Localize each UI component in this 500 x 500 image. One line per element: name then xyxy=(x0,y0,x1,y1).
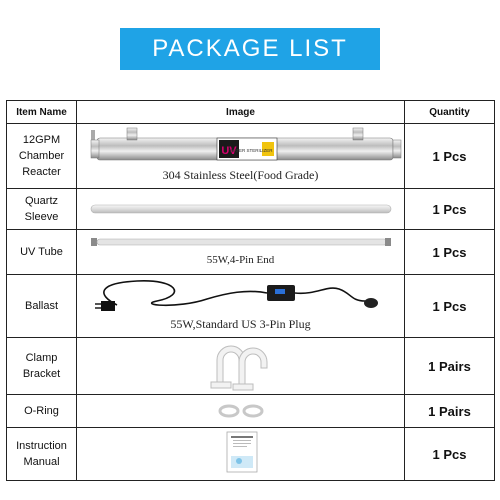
item-image-cell xyxy=(77,428,405,481)
table-header-row xyxy=(7,101,495,124)
quantity-cell: 1 Pairs xyxy=(405,338,495,395)
quantity-cell: 1 Pcs xyxy=(405,230,495,275)
quantity-cell: 1 Pcs xyxy=(405,124,495,189)
table-row xyxy=(7,124,495,189)
quantity-cell: 1 Pcs xyxy=(405,189,495,230)
image-caption: 55W,Standard US 3-Pin Plug xyxy=(170,317,311,331)
item-name-cell: Instruction Manual xyxy=(7,428,77,481)
table-row xyxy=(7,338,495,395)
item-image-cell xyxy=(77,124,405,189)
item-image-cell xyxy=(77,338,405,395)
item-name-cell: O-Ring xyxy=(7,395,77,428)
table-row xyxy=(7,428,495,481)
table-row xyxy=(7,230,495,275)
header-image: Image xyxy=(77,101,405,124)
item-name-cell: UV Tube xyxy=(7,230,77,275)
image-caption: 304 Stainless Steel(Food Grade) xyxy=(162,168,319,182)
item-image-cell xyxy=(77,395,405,428)
instruction-manual-image xyxy=(77,428,405,480)
page-title: PACKAGE LIST xyxy=(152,35,348,62)
item-name-cell: Clamp Bracket xyxy=(7,338,77,395)
clamp-bracket-image xyxy=(77,338,405,394)
table-row xyxy=(7,189,495,230)
item-name-cell: Ballast xyxy=(7,275,77,338)
quantity-cell: 1 Pcs xyxy=(405,428,495,481)
quantity-cell: 1 Pairs xyxy=(405,395,495,428)
uv-label: UV xyxy=(221,145,237,157)
header-item-name: Item Name xyxy=(7,101,77,124)
header-quantity: Quantity xyxy=(405,101,495,124)
quantity-cell: 1 Pcs xyxy=(405,275,495,338)
image-caption: 55W,4-Pin End xyxy=(206,254,275,266)
table-row xyxy=(7,275,495,338)
item-name-cell: Quartz Sleeve xyxy=(7,189,77,230)
item-image-cell xyxy=(77,189,405,230)
o-ring-image xyxy=(77,395,405,427)
item-name-cell: 12GPM Chamber Reacter xyxy=(7,124,77,189)
item-image-cell xyxy=(77,275,405,338)
uv-label-sub: WATER STERILIZER xyxy=(229,148,273,153)
item-image-cell xyxy=(77,230,405,275)
uv-tube-image xyxy=(77,230,405,274)
title-banner xyxy=(120,28,380,70)
quartz-sleeve-image xyxy=(77,189,405,229)
package-table xyxy=(6,100,495,481)
table-row xyxy=(7,395,495,428)
